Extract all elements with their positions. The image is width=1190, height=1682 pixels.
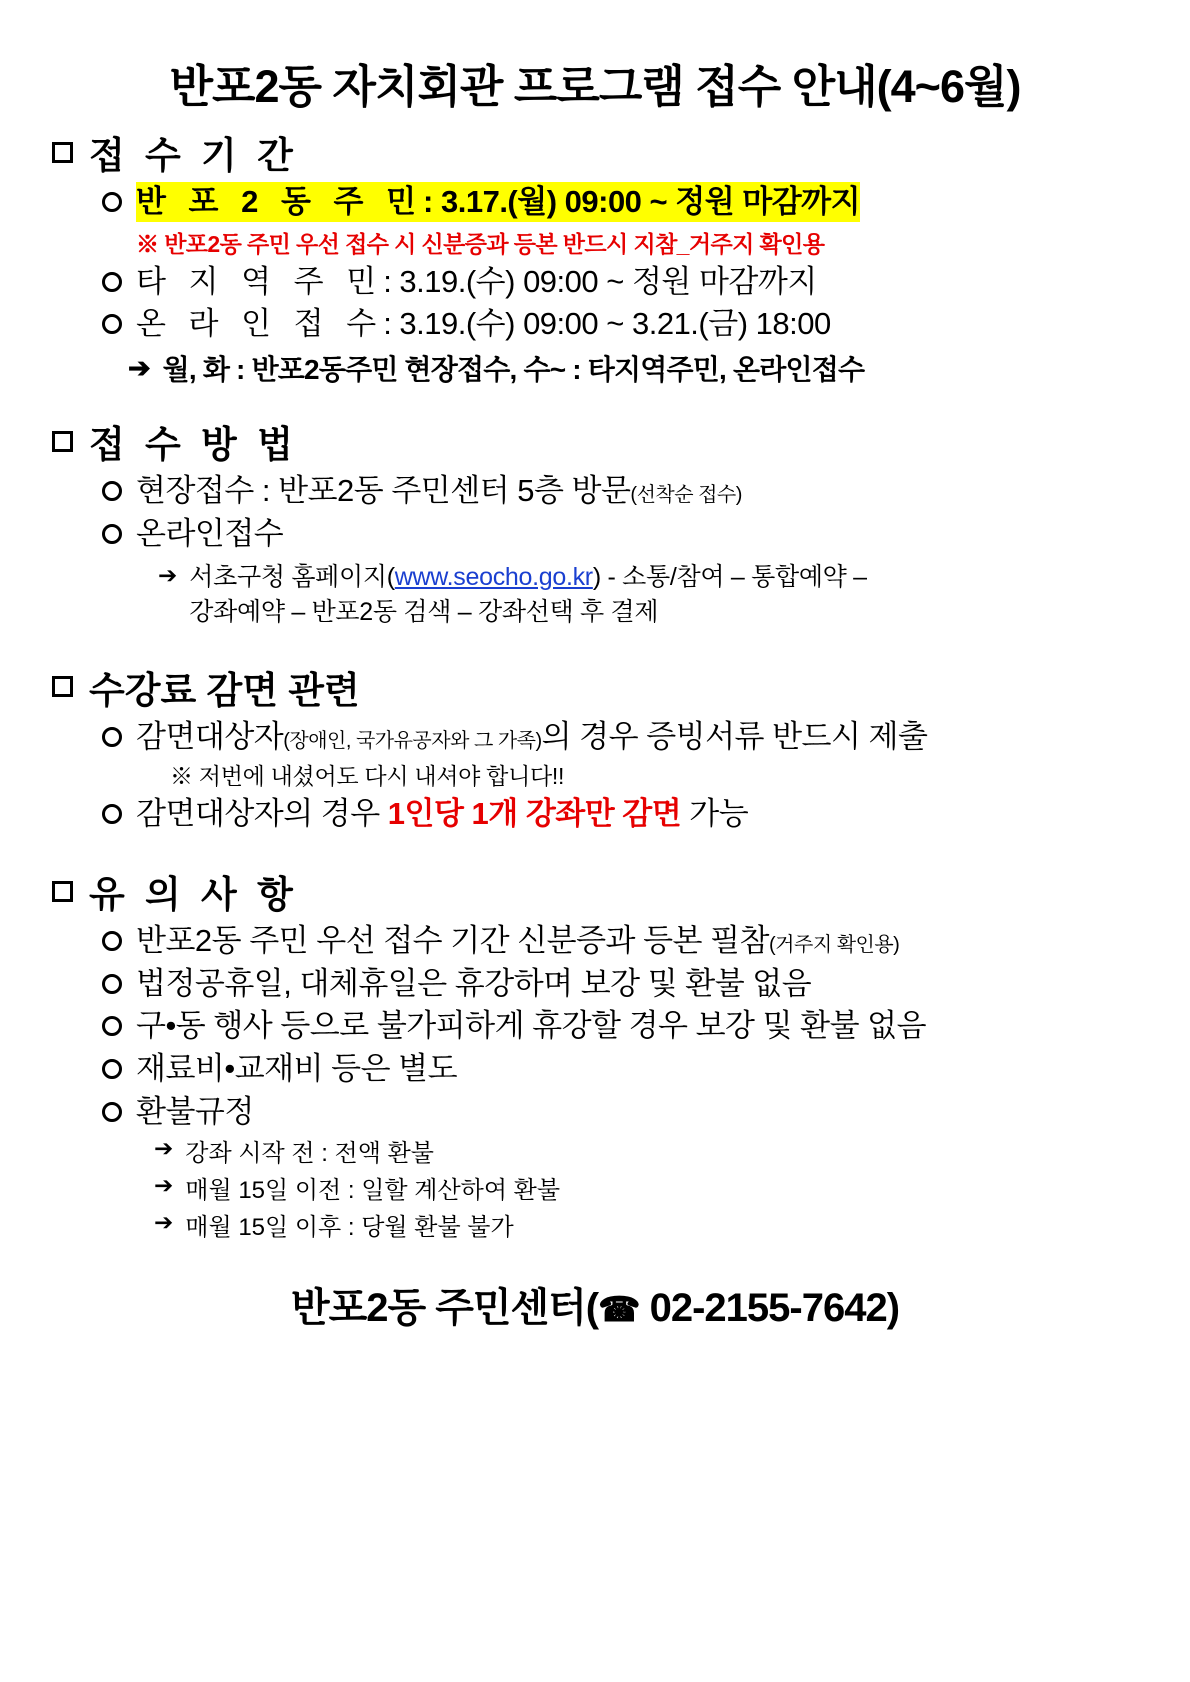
circle-bullet-icon — [102, 931, 122, 951]
arrow-right-icon: ➔ — [154, 1209, 174, 1236]
section-heading — [52, 414, 1160, 468]
period-summary — [128, 352, 1160, 388]
period-online: 온 라 인 접 수: 3.19.(수) 09:00 ~ 3.21.(금) 18:00 — [136, 306, 831, 342]
section-title: 접 수 방 법 — [89, 424, 298, 466]
circle-bullet-icon — [102, 974, 122, 994]
refund-rule — [154, 1170, 1160, 1205]
method-onsite: 현장접수 : 반포2동 주민센터 5층 방문(선착순 접수) — [136, 473, 742, 509]
section-fee-reduction — [30, 660, 1160, 834]
period-summary-text: 월, 화 : 반포2동주민 현장접수, 수~ : 타지역주민, 온라인접수 — [162, 354, 865, 386]
section-heading — [52, 864, 1160, 918]
circle-bullet-icon — [102, 481, 122, 501]
red-warning-note: ※ 반포2동 주민 우선 접수 시 신분증과 등본 반드시 지참_거주지 확인용 — [136, 230, 825, 257]
arrow-right-icon: ➔ — [154, 1135, 174, 1162]
reduction-limit: 감면대상자의 경우 1인당 1개 강좌만 감면 가능 — [136, 796, 749, 832]
refund-rule — [154, 1133, 1160, 1168]
list-item — [102, 717, 1160, 757]
section-registration-period — [30, 125, 1160, 388]
list-item — [102, 1006, 1160, 1046]
phone-open-paren: ( — [585, 1286, 599, 1331]
square-bullet-icon — [52, 881, 73, 902]
section-title: 수강료 감면 관련 — [89, 669, 360, 711]
online-detail — [158, 560, 1160, 630]
list-item — [102, 794, 1160, 834]
notice-item: 법정공휴일, 대체휴일은 휴강하며 보강 및 환불 없음 — [136, 965, 812, 1001]
phone-number: 02-2155-7642 — [649, 1286, 887, 1331]
phone-close-paren: ) — [886, 1286, 900, 1331]
list-item — [102, 471, 1160, 511]
notice-item: 재료비•교재비 등은 별도 — [136, 1051, 458, 1087]
circle-bullet-icon — [102, 1059, 122, 1079]
section-registration-method — [30, 414, 1160, 629]
section-title: 접 수 기 간 — [89, 135, 298, 176]
refund-rule-text: 매월 15일 이전 : 일할 계산하여 환불 — [185, 1177, 561, 1205]
notice-item-refund: 환불규정 — [136, 1093, 254, 1129]
arrow-right-icon: ➔ — [154, 1172, 174, 1199]
square-bullet-icon — [52, 142, 73, 163]
arrow-right-icon: ➔ — [158, 561, 178, 588]
notice-item: 반포2동 주민 우선 접수 기간 신분증과 등본 필참(거주지 확인용) — [136, 923, 900, 959]
list-item — [102, 182, 1160, 222]
circle-bullet-icon — [102, 524, 122, 544]
list-item — [102, 514, 1160, 554]
method-online: 온라인접수 — [136, 516, 284, 552]
list-item — [102, 262, 1160, 302]
reduction-target: 감면대상자(장애인, 국가유공자와 그 가족)의 경우 증빙서류 반드시 제출 — [136, 718, 928, 754]
footer-contact — [30, 1276, 1160, 1333]
refund-rule-text: 강좌 시작 전 : 전액 환불 — [185, 1140, 434, 1168]
period-residents: 반 포 2 동 주 민: 3.17.(월) 09:00 ~ 정원 마감까지 — [136, 182, 860, 222]
page-title: 반포2동 자치회관 프로그램 접수 안내(4~6월) — [169, 61, 1021, 112]
section-title: 유 의 사 항 — [89, 874, 298, 916]
notice-item: 구•동 행사 등으로 불가피하게 휴강할 경우 보강 및 환불 없음 — [136, 1008, 927, 1044]
office-name: 반포2동 주민센터 — [290, 1286, 586, 1331]
online-detail-text: 서초구청 홈페이지(www.seocho.go.kr) - 소통/참여 – 통합예약 – 강좌예약 – 반포2동 검색 – 강좌선택 후 결제 — [189, 562, 867, 626]
period-other-region: 타 지 역 주 민: 3.19.(수) 09:00 ~ 정원 마감까지 — [136, 263, 817, 299]
reduction-note: ※ 저번에 내셨어도 다시 내셔야 합니다!! — [170, 763, 565, 790]
list-item — [102, 1049, 1160, 1089]
refund-rule-text: 매월 15일 이후 : 당월 환불 불가 — [185, 1214, 514, 1242]
circle-bullet-icon — [102, 727, 122, 747]
circle-bullet-icon — [102, 192, 122, 212]
circle-bullet-icon — [102, 1016, 122, 1036]
list-item — [102, 964, 1160, 1004]
section-heading — [52, 660, 1160, 714]
circle-bullet-icon — [102, 1102, 122, 1122]
refund-rule — [154, 1207, 1160, 1242]
section-notices — [30, 864, 1160, 1242]
square-bullet-icon — [52, 676, 73, 697]
seocho-website-link[interactable]: www.seocho.go.kr — [394, 562, 593, 591]
arrow-right-icon: ➔ — [128, 353, 151, 384]
circle-bullet-icon — [102, 804, 122, 824]
list-item — [102, 921, 1160, 961]
square-bullet-icon — [52, 431, 73, 452]
section-heading — [52, 125, 1160, 179]
list-item — [102, 304, 1160, 344]
circle-bullet-icon — [102, 272, 122, 292]
circle-bullet-icon — [102, 314, 122, 334]
list-item — [102, 1092, 1160, 1132]
telephone-icon: ☎ — [598, 1291, 640, 1330]
